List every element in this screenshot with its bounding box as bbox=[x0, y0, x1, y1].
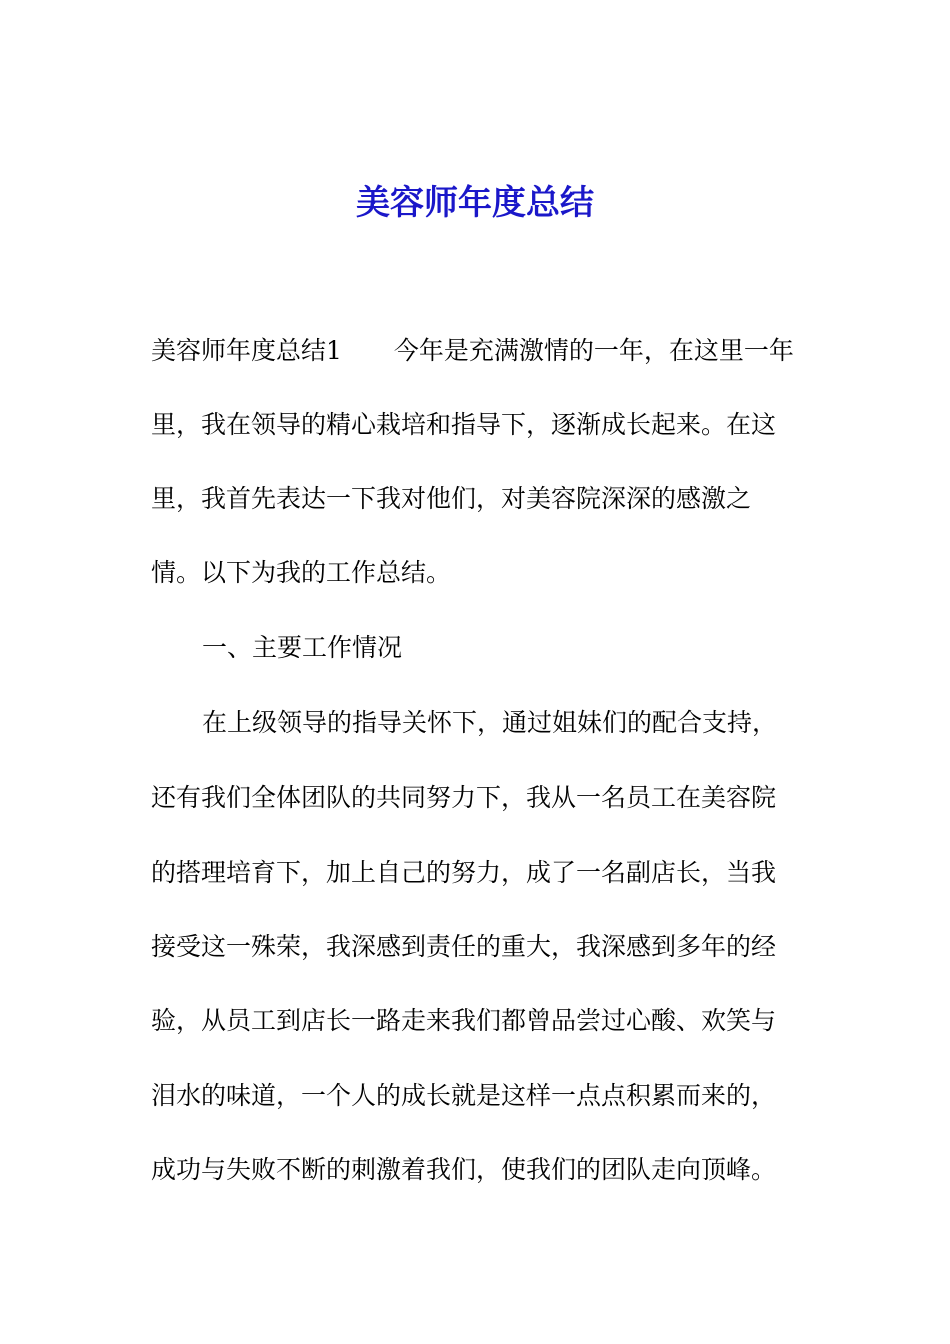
paragraph-line-9: 接受这一殊荣，我深感到责任的重大，我深感到多年的经 bbox=[151, 932, 777, 961]
paragraph-line-4: 情。以下为我的工作总结。 bbox=[151, 558, 452, 587]
paragraph-line-8: 的搭理培育下，加上自己的努力，成了一名副店长，当我 bbox=[151, 858, 777, 887]
section-heading: 一、主要工作情况 bbox=[202, 633, 403, 662]
paragraph-line-2: 里，我在领导的精心栽培和指导下，逐渐成长起来。在这 bbox=[151, 410, 777, 439]
paragraph-line-7: 还有我们全体团队的共同努力下，我从一名员工在美容院 bbox=[151, 783, 777, 812]
section-heading-inline: 美容师年度总结1 bbox=[151, 336, 342, 365]
paragraph-line-10: 验，从员工到店长一路走来我们都曾品尝过心酸、欢笑与 bbox=[151, 1006, 777, 1035]
paragraph-line-1 bbox=[151, 333, 794, 369]
document-title: 美容师年度总结 bbox=[356, 183, 594, 223]
paragraph-line-12: 成功与失败不断的刺激着我们，使我们的团队走向顶峰。 bbox=[151, 1155, 777, 1184]
paragraph-line-6: 在上级领导的指导关怀下，通过姐妹们的配合支持， bbox=[202, 708, 778, 737]
paragraph-line-3: 里，我首先表达一下我对他们，对美容院深深的感激之 bbox=[151, 484, 752, 513]
paragraph-line-11: 泪水的味道，一个人的成长就是这样一点点积累而来的， bbox=[151, 1081, 777, 1110]
paragraph-text: 今年是充满激情的一年，在这里一年 bbox=[393, 336, 794, 365]
